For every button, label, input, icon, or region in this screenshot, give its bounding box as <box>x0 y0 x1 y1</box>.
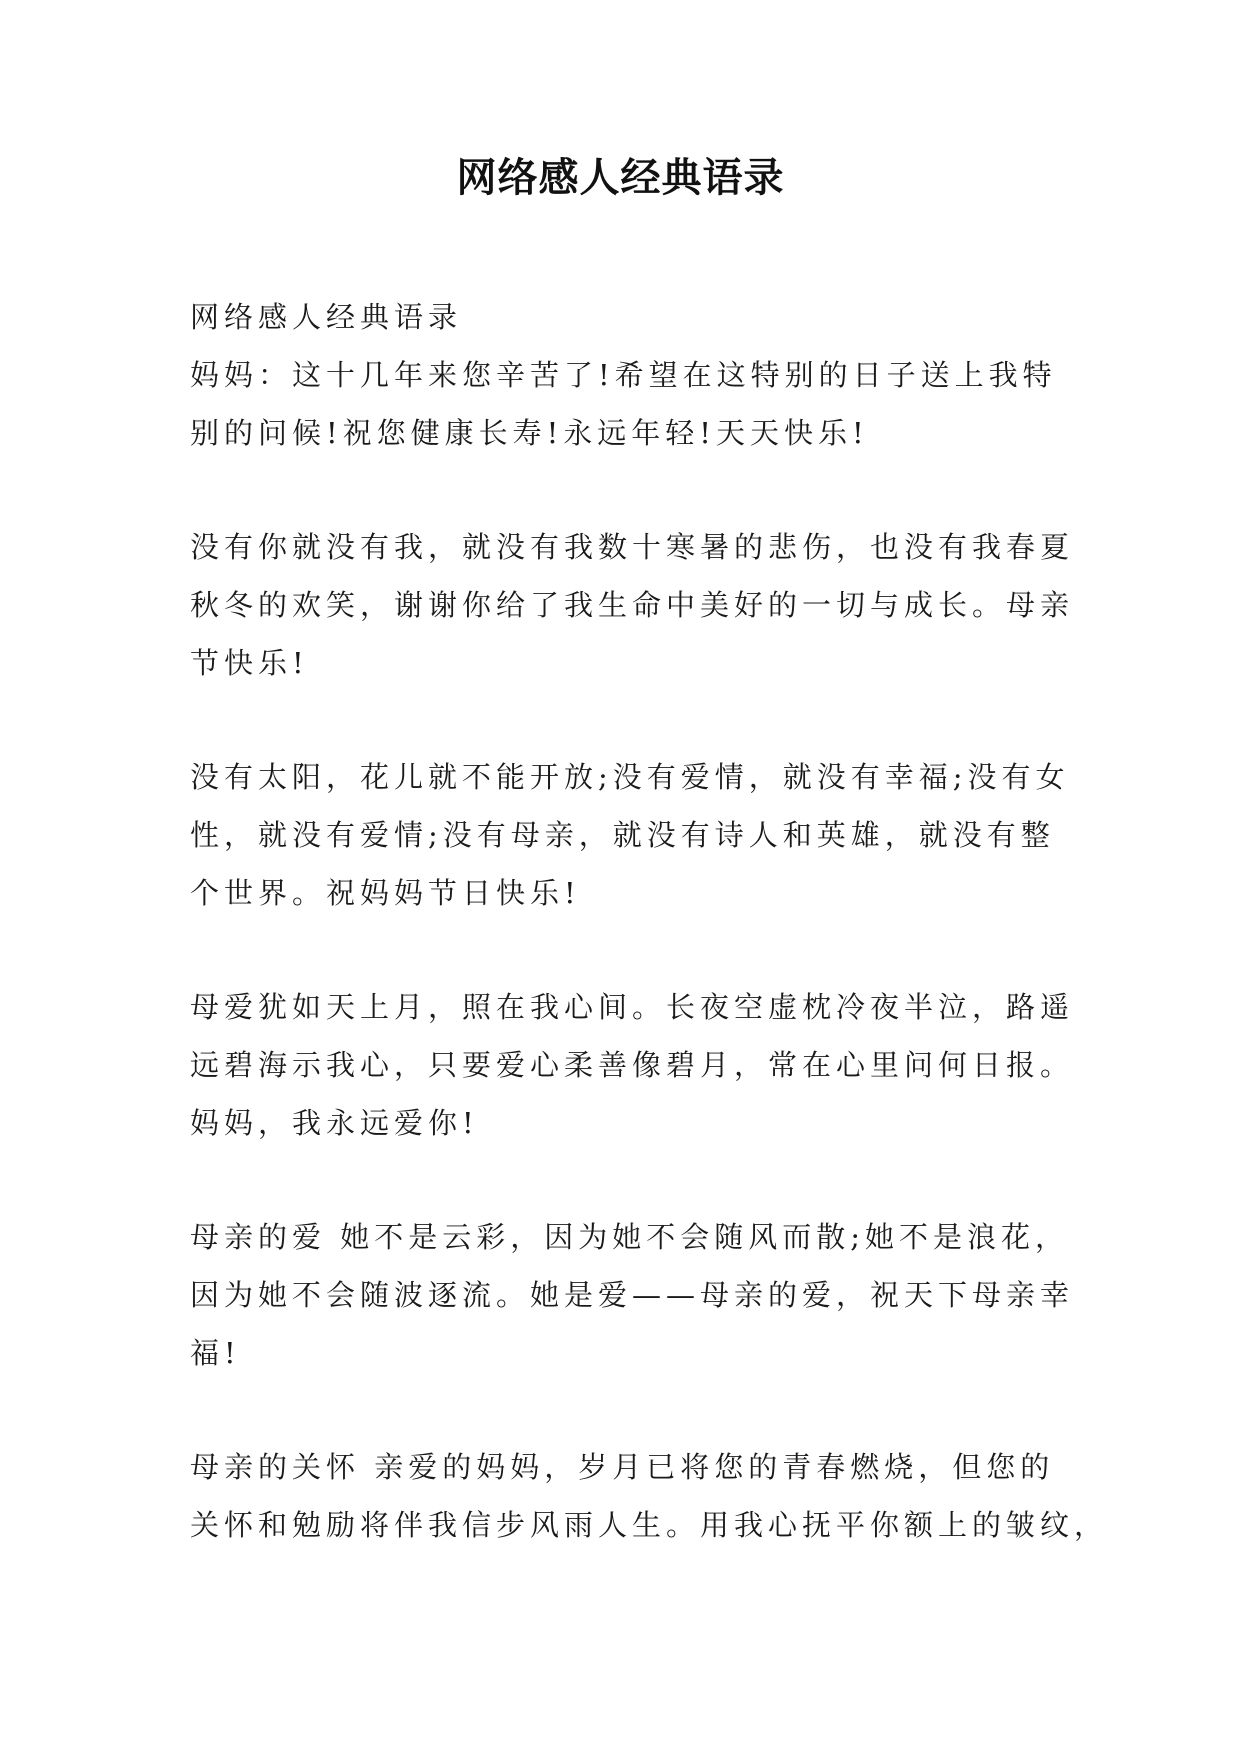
paragraph-line: 没有你就没有我，就没有我数十寒暑的悲伤，也没有我春夏 <box>190 530 1075 564</box>
paragraph-spacer <box>190 922 1070 978</box>
paragraph-line: 妈妈：这十几年来您辛苦了!希望在这特别的日子送上我特 <box>190 358 1057 392</box>
paragraph-4 <box>190 978 1075 1152</box>
paragraph-line: 母亲的关怀 亲爱的妈妈，岁月已将您的青春燃烧，但您的 <box>190 1450 1055 1484</box>
paragraph-6 <box>190 1438 1109 1554</box>
paragraph-line: 远碧海示我心，只要爱心柔善像碧月，常在心里问何日报。 <box>190 1048 1075 1082</box>
document-body <box>190 288 1109 1554</box>
paragraph-2 <box>190 518 1075 692</box>
paragraph-line: 母亲的爱 她不是云彩，因为她不会随风而散;她不是浪花， <box>190 1220 1069 1254</box>
paragraph-line: 别的问候!祝您健康长寿!永远年轻!天天快乐! <box>190 416 869 450</box>
paragraph-3 <box>190 748 1070 922</box>
paragraph-line: 没有太阳，花儿就不能开放;没有爱情，就没有幸福;没有女 <box>190 760 1070 794</box>
paragraph-spacer <box>190 1152 1070 1208</box>
paragraph-spacer <box>190 1382 1070 1438</box>
paragraph-line: 个世界。祝妈妈节日快乐! <box>190 876 581 910</box>
paragraph-spacer <box>190 462 1070 518</box>
paragraph-line: 秋冬的欢笑，谢谢你给了我生命中美好的一切与成长。母亲 <box>190 588 1075 622</box>
document-title: 网络感人经典语录 <box>456 155 785 201</box>
paragraph-line: 节快乐! <box>190 646 309 680</box>
paragraph-line: 福! <box>190 1336 241 1370</box>
paragraph-spacer <box>190 692 1070 748</box>
paragraph-line: 母爱犹如天上月，照在我心间。长夜空虚枕冷夜半泣，路遥 <box>190 990 1075 1024</box>
paragraph-line: 妈妈，我永远爱你! <box>190 1106 479 1140</box>
paragraph-1 <box>190 346 1070 462</box>
paragraph-line: 性，就没有爱情;没有母亲，就没有诗人和英雄，就没有整 <box>190 818 1055 852</box>
paragraph-line: 因为她不会随波逐流。她是爱——母亲的爱，祝天下母亲幸 <box>190 1278 1075 1312</box>
intro-heading: 网络感人经典语录 <box>190 300 463 334</box>
paragraph-5 <box>190 1208 1075 1382</box>
paragraph-line: 关怀和勉励将伴我信步风雨人生。用我心抚平你额上的皱纹， <box>190 1508 1109 1542</box>
